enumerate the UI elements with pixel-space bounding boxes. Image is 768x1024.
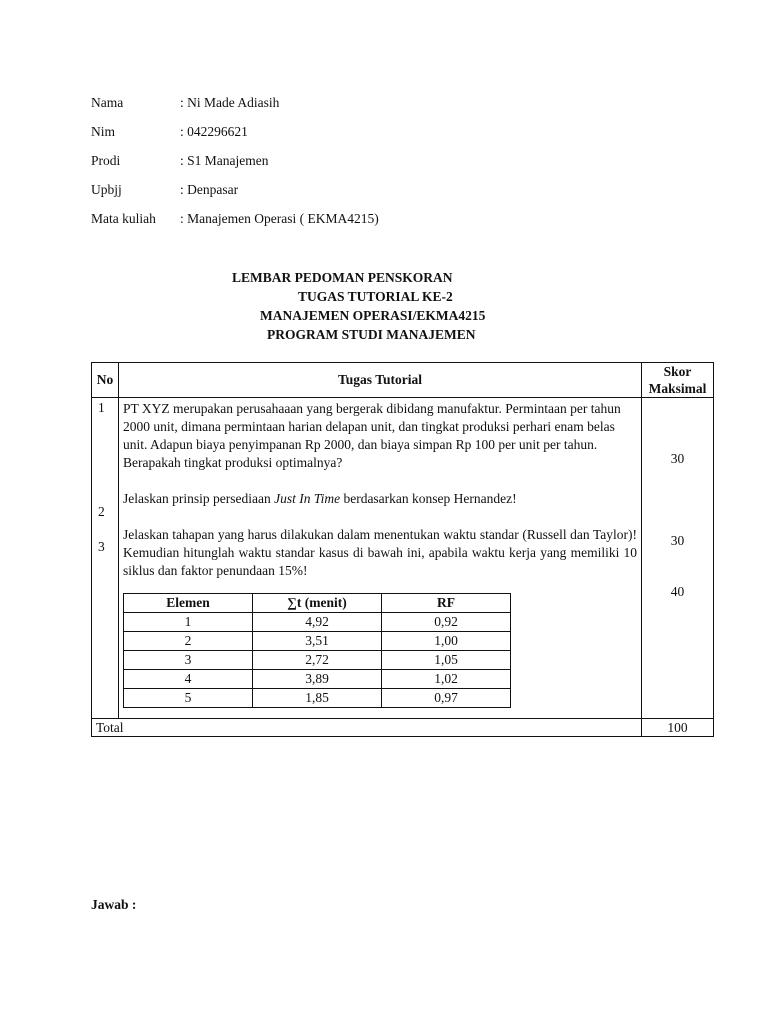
sub-cell: 1,00 xyxy=(382,632,511,651)
header-task: Tugas Tutorial xyxy=(119,363,642,398)
total-value: 100 xyxy=(642,719,714,737)
info-row-mata-kuliah xyxy=(91,208,379,237)
info-label: Nim xyxy=(91,124,116,139)
score-value: 30 xyxy=(670,533,685,548)
header-no: No xyxy=(92,363,119,398)
info-label: Nama xyxy=(91,95,124,110)
sub-cell: 1,02 xyxy=(382,670,511,689)
sub-table-header xyxy=(124,594,511,613)
table-row xyxy=(124,632,511,651)
info-row-prodi xyxy=(91,150,379,179)
sub-header-elemen: Elemen xyxy=(124,594,253,613)
task-2-before: Jelaskan prinsip persediaan xyxy=(123,491,275,506)
sub-header-t: ∑t (menit) xyxy=(253,594,382,613)
scoring-table xyxy=(91,362,714,737)
total-row xyxy=(92,719,714,737)
time-study-table xyxy=(123,593,511,708)
sub-cell: 4 xyxy=(124,670,253,689)
task-2-after: berdasarkan konsep Hernandez! xyxy=(340,491,517,506)
info-row-nim xyxy=(91,121,379,150)
info-label: Mata kuliah xyxy=(91,211,156,226)
sub-cell: 0,97 xyxy=(382,689,511,708)
title-line: MANAJEMEN OPERASI/EKMA4215 xyxy=(260,308,486,323)
document-titles xyxy=(0,268,768,344)
table-row xyxy=(124,689,511,708)
score-value: 40 xyxy=(670,584,685,599)
task-1-text: PT XYZ merupakan perusahaaan yang bergerak dibidang manufaktur. Permintaan per tahun 2000 unit, dimana permintaan harian delapan unit, dan tingkat produksi perhari enam belas unit. Adapun biaya penyimpanan Rp 2000, dan biaya simpan Rp 100 per unit per tahun. Berapakah tingkat produksi optimalnya? xyxy=(123,401,621,470)
row-number: 2 xyxy=(98,504,105,519)
score-cells xyxy=(642,398,714,719)
task-3-text: Jelaskan tahapan yang harus dilakukan dalam menentukan waktu standar (Russell dan Taylor)! Kemudian hitunglah waktu standar kasus di bawah ini, apabila waktu kerja yang memiliki 10 siklus dan faktor penundaan 15%! xyxy=(123,527,637,578)
sub-cell: 1 xyxy=(124,613,253,632)
sub-cell: 3,51 xyxy=(253,632,382,651)
sub-cell: 1,85 xyxy=(253,689,382,708)
sub-header-rf: RF xyxy=(382,594,511,613)
title-line: PROGRAM STUDI MANAJEMEN xyxy=(267,327,476,342)
student-info xyxy=(91,92,379,237)
score-value: 30 xyxy=(670,451,685,466)
info-value: : Denpasar xyxy=(180,182,239,197)
info-row-nama xyxy=(91,92,379,121)
table-row xyxy=(92,398,714,719)
task-cell xyxy=(119,398,642,719)
sub-cell: 4,92 xyxy=(253,613,382,632)
sub-cell: 3 xyxy=(124,651,253,670)
info-label: Prodi xyxy=(91,153,121,168)
header-score: Skor Maksimal xyxy=(642,363,714,398)
task-2-italic: Just In Time xyxy=(274,491,341,506)
total-label: Total xyxy=(92,719,642,737)
row-numbers xyxy=(92,398,119,719)
sub-cell: 1,05 xyxy=(382,651,511,670)
task-2-text xyxy=(123,490,637,526)
table-row xyxy=(124,670,511,689)
info-value: : Ni Made Adiasih xyxy=(180,95,280,110)
row-number: 1 xyxy=(98,400,105,415)
table-row xyxy=(124,651,511,670)
sub-cell: 2,72 xyxy=(253,651,382,670)
table-header-row xyxy=(92,363,714,398)
sub-cell: 5 xyxy=(124,689,253,708)
sub-cell: 3,89 xyxy=(253,670,382,689)
title-line: TUGAS TUTORIAL KE-2 xyxy=(298,289,453,304)
title-line: LEMBAR PEDOMAN PENSKORAN xyxy=(232,270,453,285)
row-number: 3 xyxy=(98,539,105,554)
info-value: : Manajemen Operasi ( EKMA4215) xyxy=(180,211,379,226)
info-value: : 042296621 xyxy=(180,124,248,139)
info-value: : S1 Manajemen xyxy=(180,153,269,168)
info-label: Upbjj xyxy=(91,182,122,197)
sub-cell: 2 xyxy=(124,632,253,651)
jawab-label: Jawab : xyxy=(91,897,137,912)
info-row-upbjj xyxy=(91,179,379,208)
table-row xyxy=(124,613,511,632)
sub-cell: 0,92 xyxy=(382,613,511,632)
